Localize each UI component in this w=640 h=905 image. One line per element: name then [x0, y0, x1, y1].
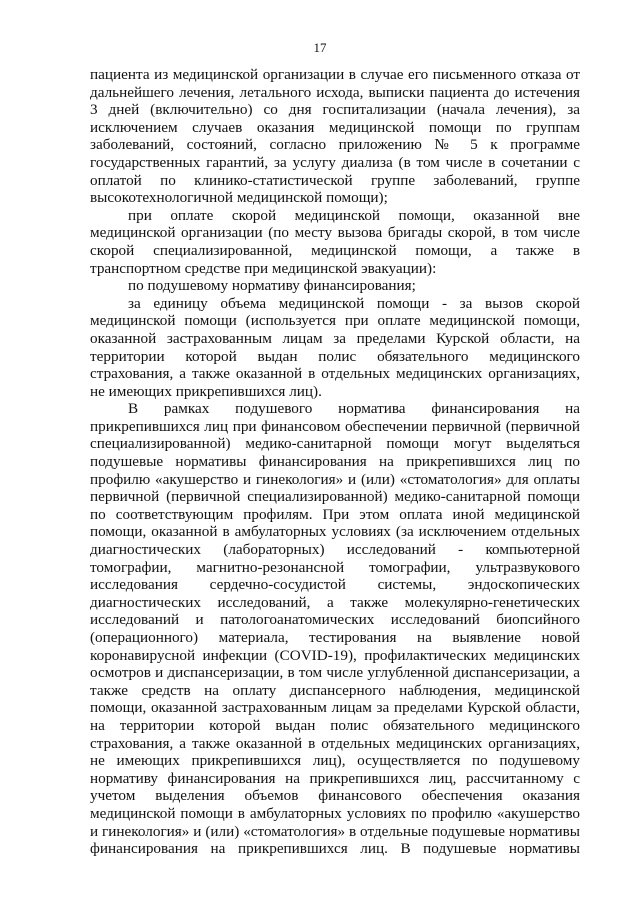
page-number: 17 [313, 40, 327, 55]
document-body [90, 66, 580, 858]
paragraph-continuation: пациента из медицинской организации в случае его письменного отказа от дальнейшего лечения, летального исхода, выписки пациента до истечения 3 дней (включительно) со дня госпитализации (начала лечения), за исключением случаев оказания медицинской помощи по группам заболеваний, состояний, согласно приложению № 5 к программе государственных гарантий, за услугу диализа (в том числе в сочетании с оплатой по клинико-статистической группе заболеваний, группе высокотехнологичной медицинской помощи); [90, 66, 580, 207]
paragraph-per-capita: по подушевому нормативу финансирования; [128, 277, 416, 295]
paragraph-emergency-care: при оплате скорой медицинской помощи, оказанной вне медицинской организации (по месту вызова бригады скорой, в том числе скорой специализированной, медицинской помощи, а также в транспортном средстве при медицинской эвакуации): [90, 206, 580, 277]
paragraph-per-capita-norms: В рамках подушевого норматива финансирования на прикрепившихся лиц при финансовом обеспечении первичной (первичной специализированной) медико-санитарной помощи могут выделяться подушевые нормативы финансирования на прикрепившихся лиц по профилю «акушерство и гинекология» и (или) «стоматология» для оплаты первичной (первичной специализированной) медико-санитарной помощи по соответствующим профилям. При этом оплата иной медицинской помощи, оказанной в амбулаторных условиях (за исключением отдельных диагностических (лабораторных) исследований - компьютерной томографии, магнитно-резонансной томографии, ультразвукового исследования сердечно-сосудистой системы, эндоскопических диагностических исследований, а также молекулярно-генетических исследований и патологоанатомических исследований биопсийного (операционного) материала, тестирования на выявление новой коронавирусной инфекции (COVID-19), профилактических медицинских осмотров и диспансеризации, в том числе углубленной диспансеризации, а также средств на оплату диспансерного наблюдения, медицинской помощи, оказанной застрахованным лицам за пределами Курской области, на территории которой выдан полис обязательного медицинского страхования, а также оказанной в отдельных медицинских организациях, не имеющих прикрепившихся лиц), осуществляется по подушевому нормативу финансирования на прикрепившихся лиц, рассчитанному с учетом выделения объемов финансового обеспечения оказания медицинской помощи в амбулаторных условиях по профилю «акушерство и гинекология» и (или) «стоматология» в отдельные подушевые нормативы финансирования на прикрепившихся лиц. В подушевые нормативы [90, 400, 580, 858]
paragraph-unit-of-volume: за единицу объема медицинской помощи - за вызов скорой медицинской помощи (используется при оплате медицинской помощи, оказанной застрахованным лицам за пределами Курской области, на территории которой выдан полис обязательного медицинского страхования, а также оказанной в отдельных медицинских организациях, не имеющих прикрепившихся лиц). [90, 294, 580, 400]
